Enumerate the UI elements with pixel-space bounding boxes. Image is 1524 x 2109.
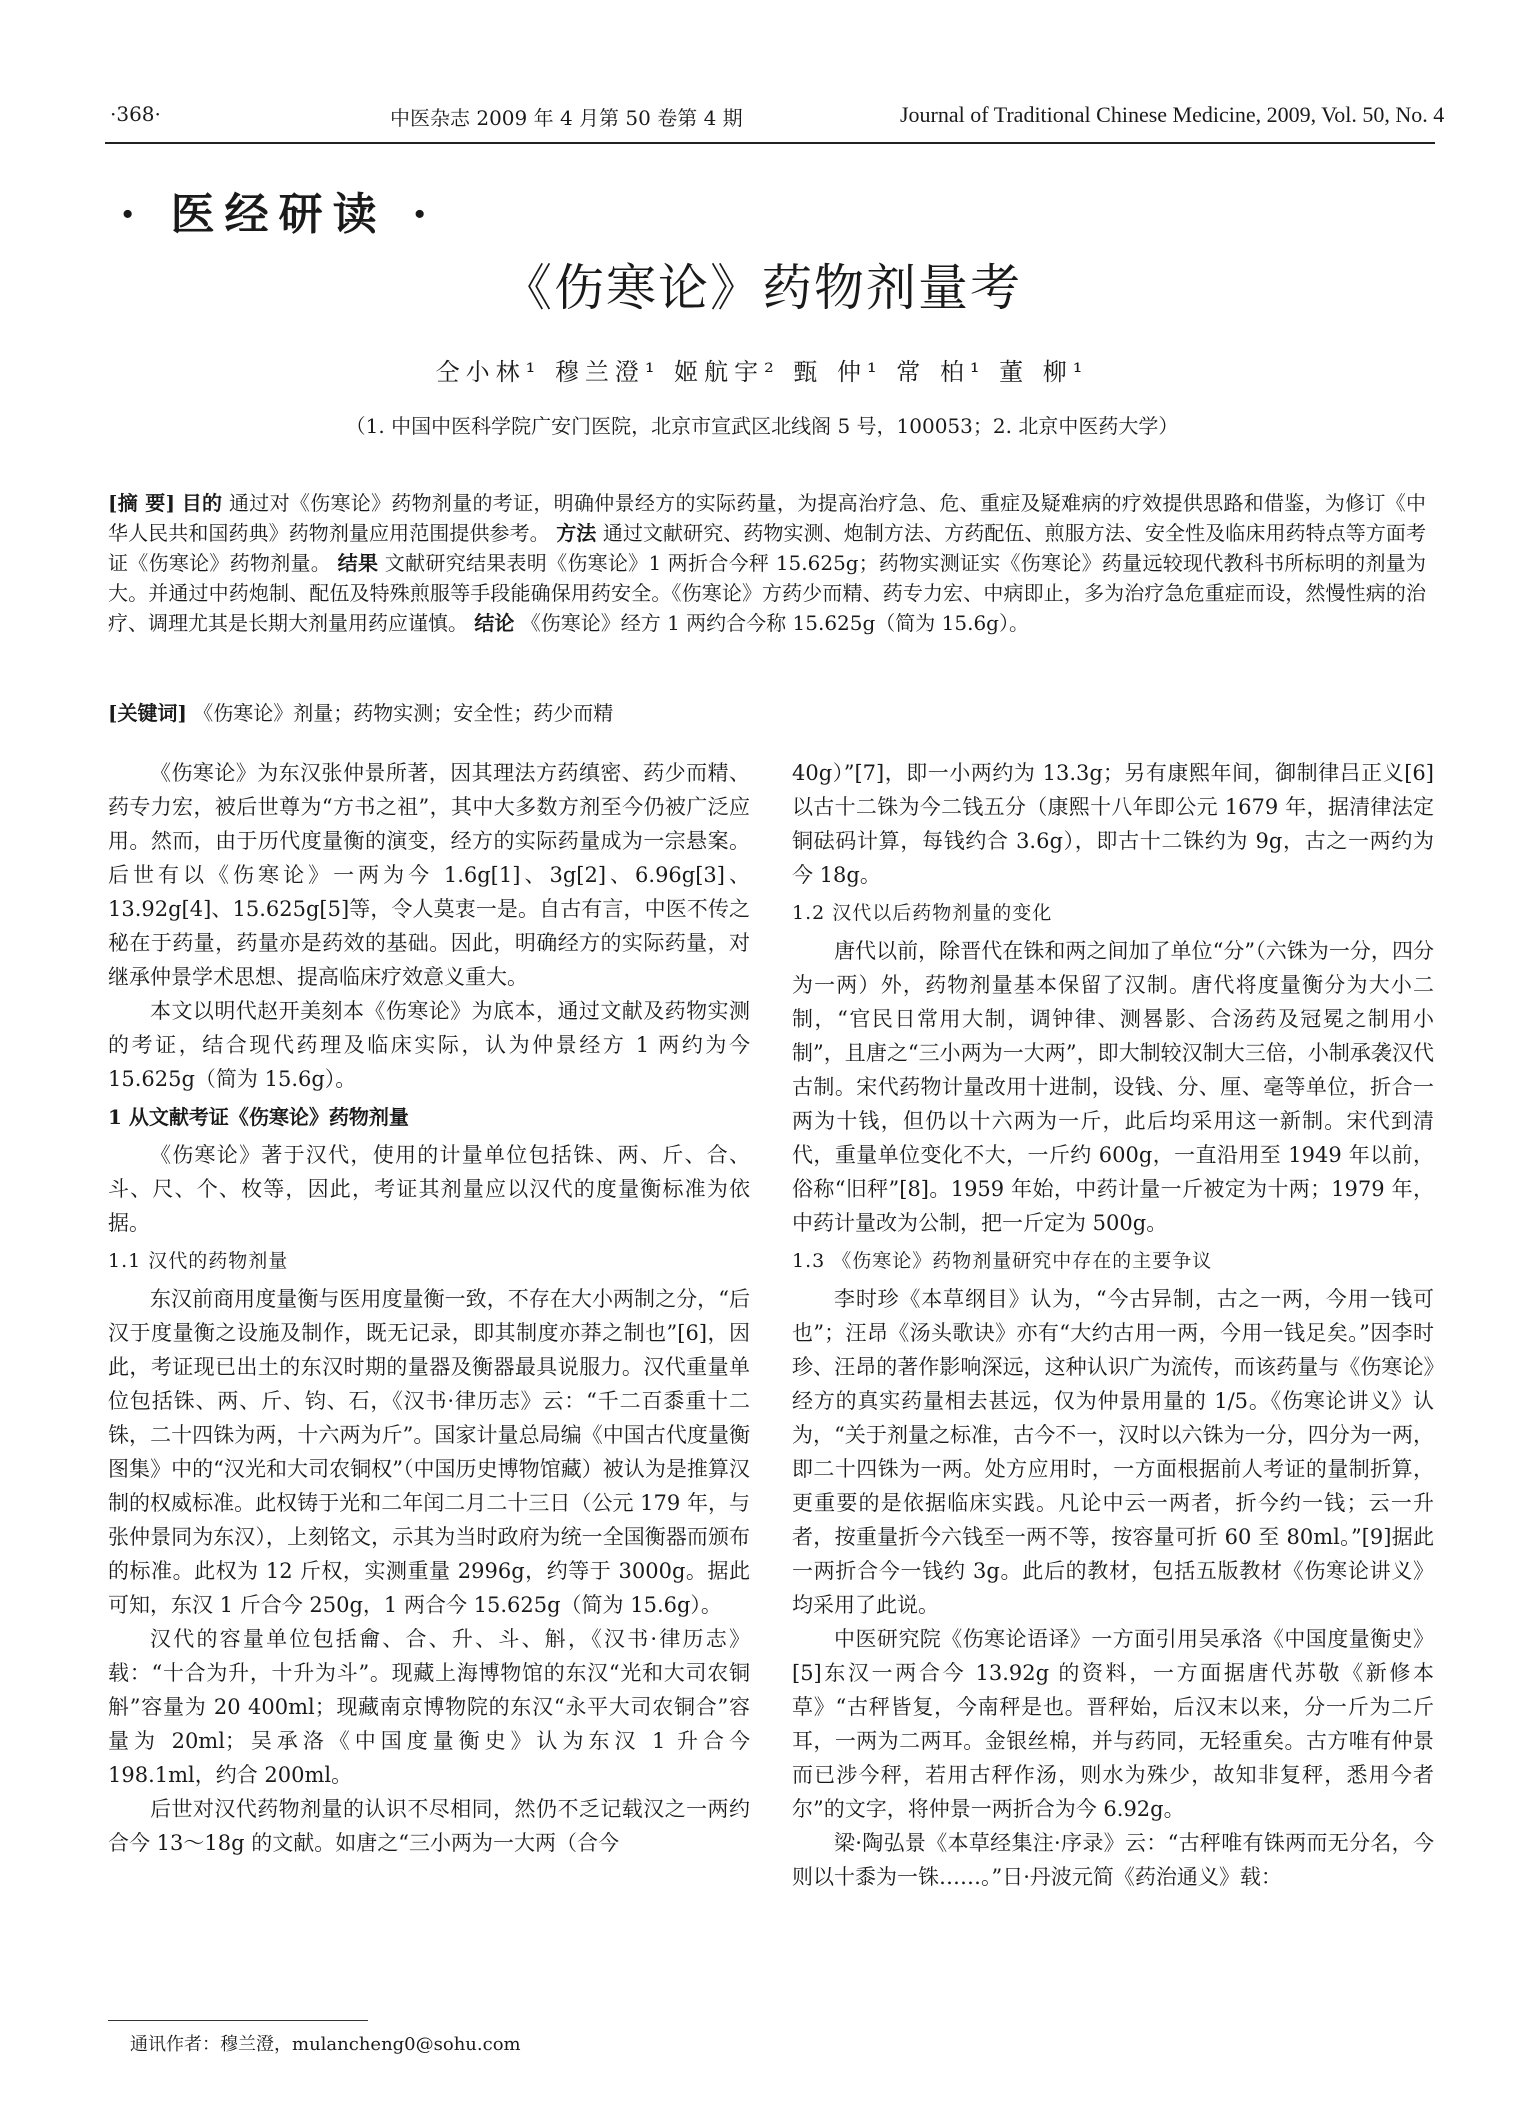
result-text: 文献研究结果表明《伤寒论》1 两折合今秤 15.625g；药物实测证实《伤寒论》药量远较现代教科书所标明的剂量为大。并通过中药炮制、配伍及特殊煎服等手段能确保用药安全。《伤寒论》方药少而精、药专力宏、中病即止，多为治疗急危重症而设，然慢性病的治疗、调理尤其是长期大剂量用药应谨慎。 [108,551,1427,635]
result-label: 结果 [337,551,379,575]
paragraph: 梁·陶弘景《本草经集注·序录》云：“古秤唯有铢两而无分名，今则以十黍为一铢……。”日·丹波元简《药治通义》载： [792,1831,1434,1889]
paragraph: 李时珍《本草纲目》认为，“今古异制，古之一两，今用一钱可也”；汪昂《汤头歌诀》亦有“大约古用一两，今用一钱足矣。”因李时珍、汪昂的著作影响深远，这种认识广为流传，而该药量与《伤寒论》经方的真实药量相去甚远，仅为仲景用量的 1/5。《伤寒论讲义》认为，“关于剂量之标准，古今不一，汉时以六铢为一分，四分为一两，即二十四铢为一两。处方应用时，一方面根据前人考证的量制折算，更重要的是依据临床实践。凡论中云一两者，折今约一钱；云一升者，按重量折今六钱至一两不等，按容量可折 60 至 80ml。”[9]据此一两折合今一钱约 3g。此后的教材，包括五版教材《伤寒论讲义》均采用了此说。 [792,1287,1434,1617]
paragraph: 唐代以前，除晋代在铢和两之间加了单位“分”（六铢为一分，四分为一两）外，药物剂量基本保留了汉制。唐代将度量衡分为大小二制，“官民日常用大制，调钟律、测晷影、合汤药及冠冕之制用小制”，且唐之“三小两为一大两”，即大制较汉制大三倍，小制承袭汉代古制。宋代药物计量改用十进制，设钱、分、厘、毫等单位，折合一两为十钱，但仍以十六两为一斤，此后均采用这一新制。宋代到清代，重量单位变化不大，一斤约 600g，一直沿用至 1949 年以前，俗称“旧秤”[8]。1959 年始，中药计量一斤被定为十两；1979 年，中药计量改为公制，把一斤定为 500g。 [792,939,1434,1235]
objective-text: 通过对《伤寒论》药物剂量的考证，明确仲景经方的实际药量，为提高治疗急、危、重症及疑难病的疗效提供思路和借鉴，为修订《中华人民共和国药典》药物剂量应用范围提供参考。 [108,491,1427,545]
right-column [792,756,1434,1894]
article-title: 《伤寒论》药物剂量考 [502,259,1022,317]
method-label: 方法 [556,521,597,545]
method-text: 通过文献研究、药物实测、炮制方法、方药配伍、煎服方法、安全性及临床用药特点等方面考证《伤寒论》药物剂量。 [108,521,1427,575]
paragraph: 40g）”[7]，即一小两约为 13.3g；另有康熙年间，御制律吕正义[6]以古十二铢为今二钱五分（康熙十八年即公元 1679 年，据清律法定铜砝码计算，每钱约合 3.6g），即古十二铢约为 9g，古之一两约为今 18g。 [792,761,1434,887]
paragraph: 后世对汉代药物剂量的认识不尽相同，然仍不乏记载汉之一两约合今 13～18g 的文献。如唐之“三小两为一大两（合今 [108,1797,750,1855]
journal-name-en: Journal of Traditional Chinese Medicine, 2009, Vol. 50, No. 4 [900,102,1445,127]
keywords-tag: [关键词] [108,701,187,725]
author-list: 仝小林¹ 穆兰澄¹ 姬航宇² 甄 仲¹ 常 柏¹ 董 柳¹ [435,358,1089,386]
subsection-heading: 1.2 汉代以后药物剂量的变化 [792,902,1053,924]
paragraph: 《伤寒论》为东汉张仲景所著，因其理法方药缜密、药少而精、药专力宏，被后世尊为“方书之祖”，其中大多数方剂至今仍被广泛应用。然而，由于历代度量衡的演变，经方的实际药量成为一宗悬案。后世有以《伤寒论》一两为今 1.6g[1]、3g[2]、6.96g[3]、13.92g[4]、15.625g[5]等，令人莫衷一是。自古有言，中医不传之秘在于药量，药量亦是药效的基础。因此，明确经方的实际药量，对继承仲景学术思想、提高临床疗效意义重大。 [108,761,750,989]
objective-label: 目的 [181,491,223,515]
subsection-heading: 1.3 《伤寒论》药物剂量研究中存在的主要争议 [792,1250,1213,1272]
paragraph: 中医研究院《伤寒论语译》一方面引用吴承洛《中国度量衡史》[5]东汉一两合今 13.92g 的资料，一方面据唐代苏敬《新修本草》“古秤皆复，今南秤是也。晋秤始，后汉末以来，分一斤为二斤耳，一两为二两耳。金银丝棉，并与药同，无轻重矣。古方唯有仲景而已涉今秤，若用古秤作汤，则水为殊少，故知非复秤，悉用今者尔”的文字，将仲景一两折合为今 6.92g。 [792,1627,1434,1821]
paragraph: 本文以明代赵开美刻本《伤寒论》为底本，通过文献及药物实测的考证，结合现代药理及临床实际，认为仲景经方 1 两约为今 15.625g（简为 15.6g）。 [108,999,750,1091]
journal-name-cn: 中医杂志 2009 年 4 月第 50 卷第 4 期 [390,106,743,130]
running-header [110,96,1445,136]
abstract-tag: [摘 要] [108,491,176,515]
affiliation: （1. 中国中医科学院广安门医院，北京市宣武区北线阁 5 号，100053；2. 北京中医药大学） [345,414,1179,438]
keywords [108,698,1426,728]
keywords-text: 《伤寒论》剂量；药物实测；安全性；药少而精 [193,701,614,725]
conclusion-label: 结论 [474,611,515,635]
section-label: · 医经研读 · [120,189,438,240]
footnote-rule [108,2020,368,2021]
left-column [108,756,750,1860]
paragraph: 《伤寒论》著于汉代，使用的计量单位包括铢、两、斤、合、斗、尺、个、枚等，因此，考证其剂量应以汉代的度量衡标准为依据。 [108,1143,750,1235]
corresponding-author-note: 通讯作者：穆兰澄，mulancheng0@sohu.com [130,2034,521,2055]
paragraph: 东汉前商用度量衡与医用度量衡一致，不存在大小两制之分，“后汉于度量衡之设施及制作，既无记录，即其制度亦莽之制也”[6]，因此，考证现已出土的东汉时期的量器及衡器最具说服力。汉代重量单位包括铢、两、斤、钧、石，《汉书·律历志》云：“千二百黍重十二铢，二十四铢为两，十六两为斤”。国家计量总局编《中国古代度量衡图集》中的“汉光和大司农铜权”（中国历史博物馆藏）被认为是推算汉制的权威标准。此权铸于光和二年闰二月二十三日（公元 179 年，与张仲景同为东汉），上刻铭文，示其为当时政府为统一全国衡器而颁布的标准。此权为 12 斤权，实测重量 2996g，约等于 3000g。据此可知，东汉 1 斤合今 250g，1 两合今 15.625g（简为 15.6g）。 [108,1287,750,1617]
conclusion-text: 《伤寒论》经方 1 两约合今称 15.625g（简为 15.6g）。 [520,611,1029,635]
subsection-heading: 1.1 汉代的药物剂量 [108,1250,289,1272]
page-number: ·368· [110,102,161,126]
abstract [108,488,1426,638]
paragraph: 汉代的容量单位包括龠、合、升、斗、斛，《汉书·律历志》载：“十合为升，十升为斗”。现藏上海博物馆的东汉“光和大司农铜斛”容量为 20 400ml；现藏南京博物院的东汉“永平大司农铜合”容量为 20ml；吴承洛《中国度量衡史》认为东汉 1 升合今 198.1ml，约合 200ml。 [108,1627,750,1787]
header-rule [105,142,1435,144]
section-heading: 1 从文献考证《伤寒论》药物剂量 [108,1105,409,1129]
